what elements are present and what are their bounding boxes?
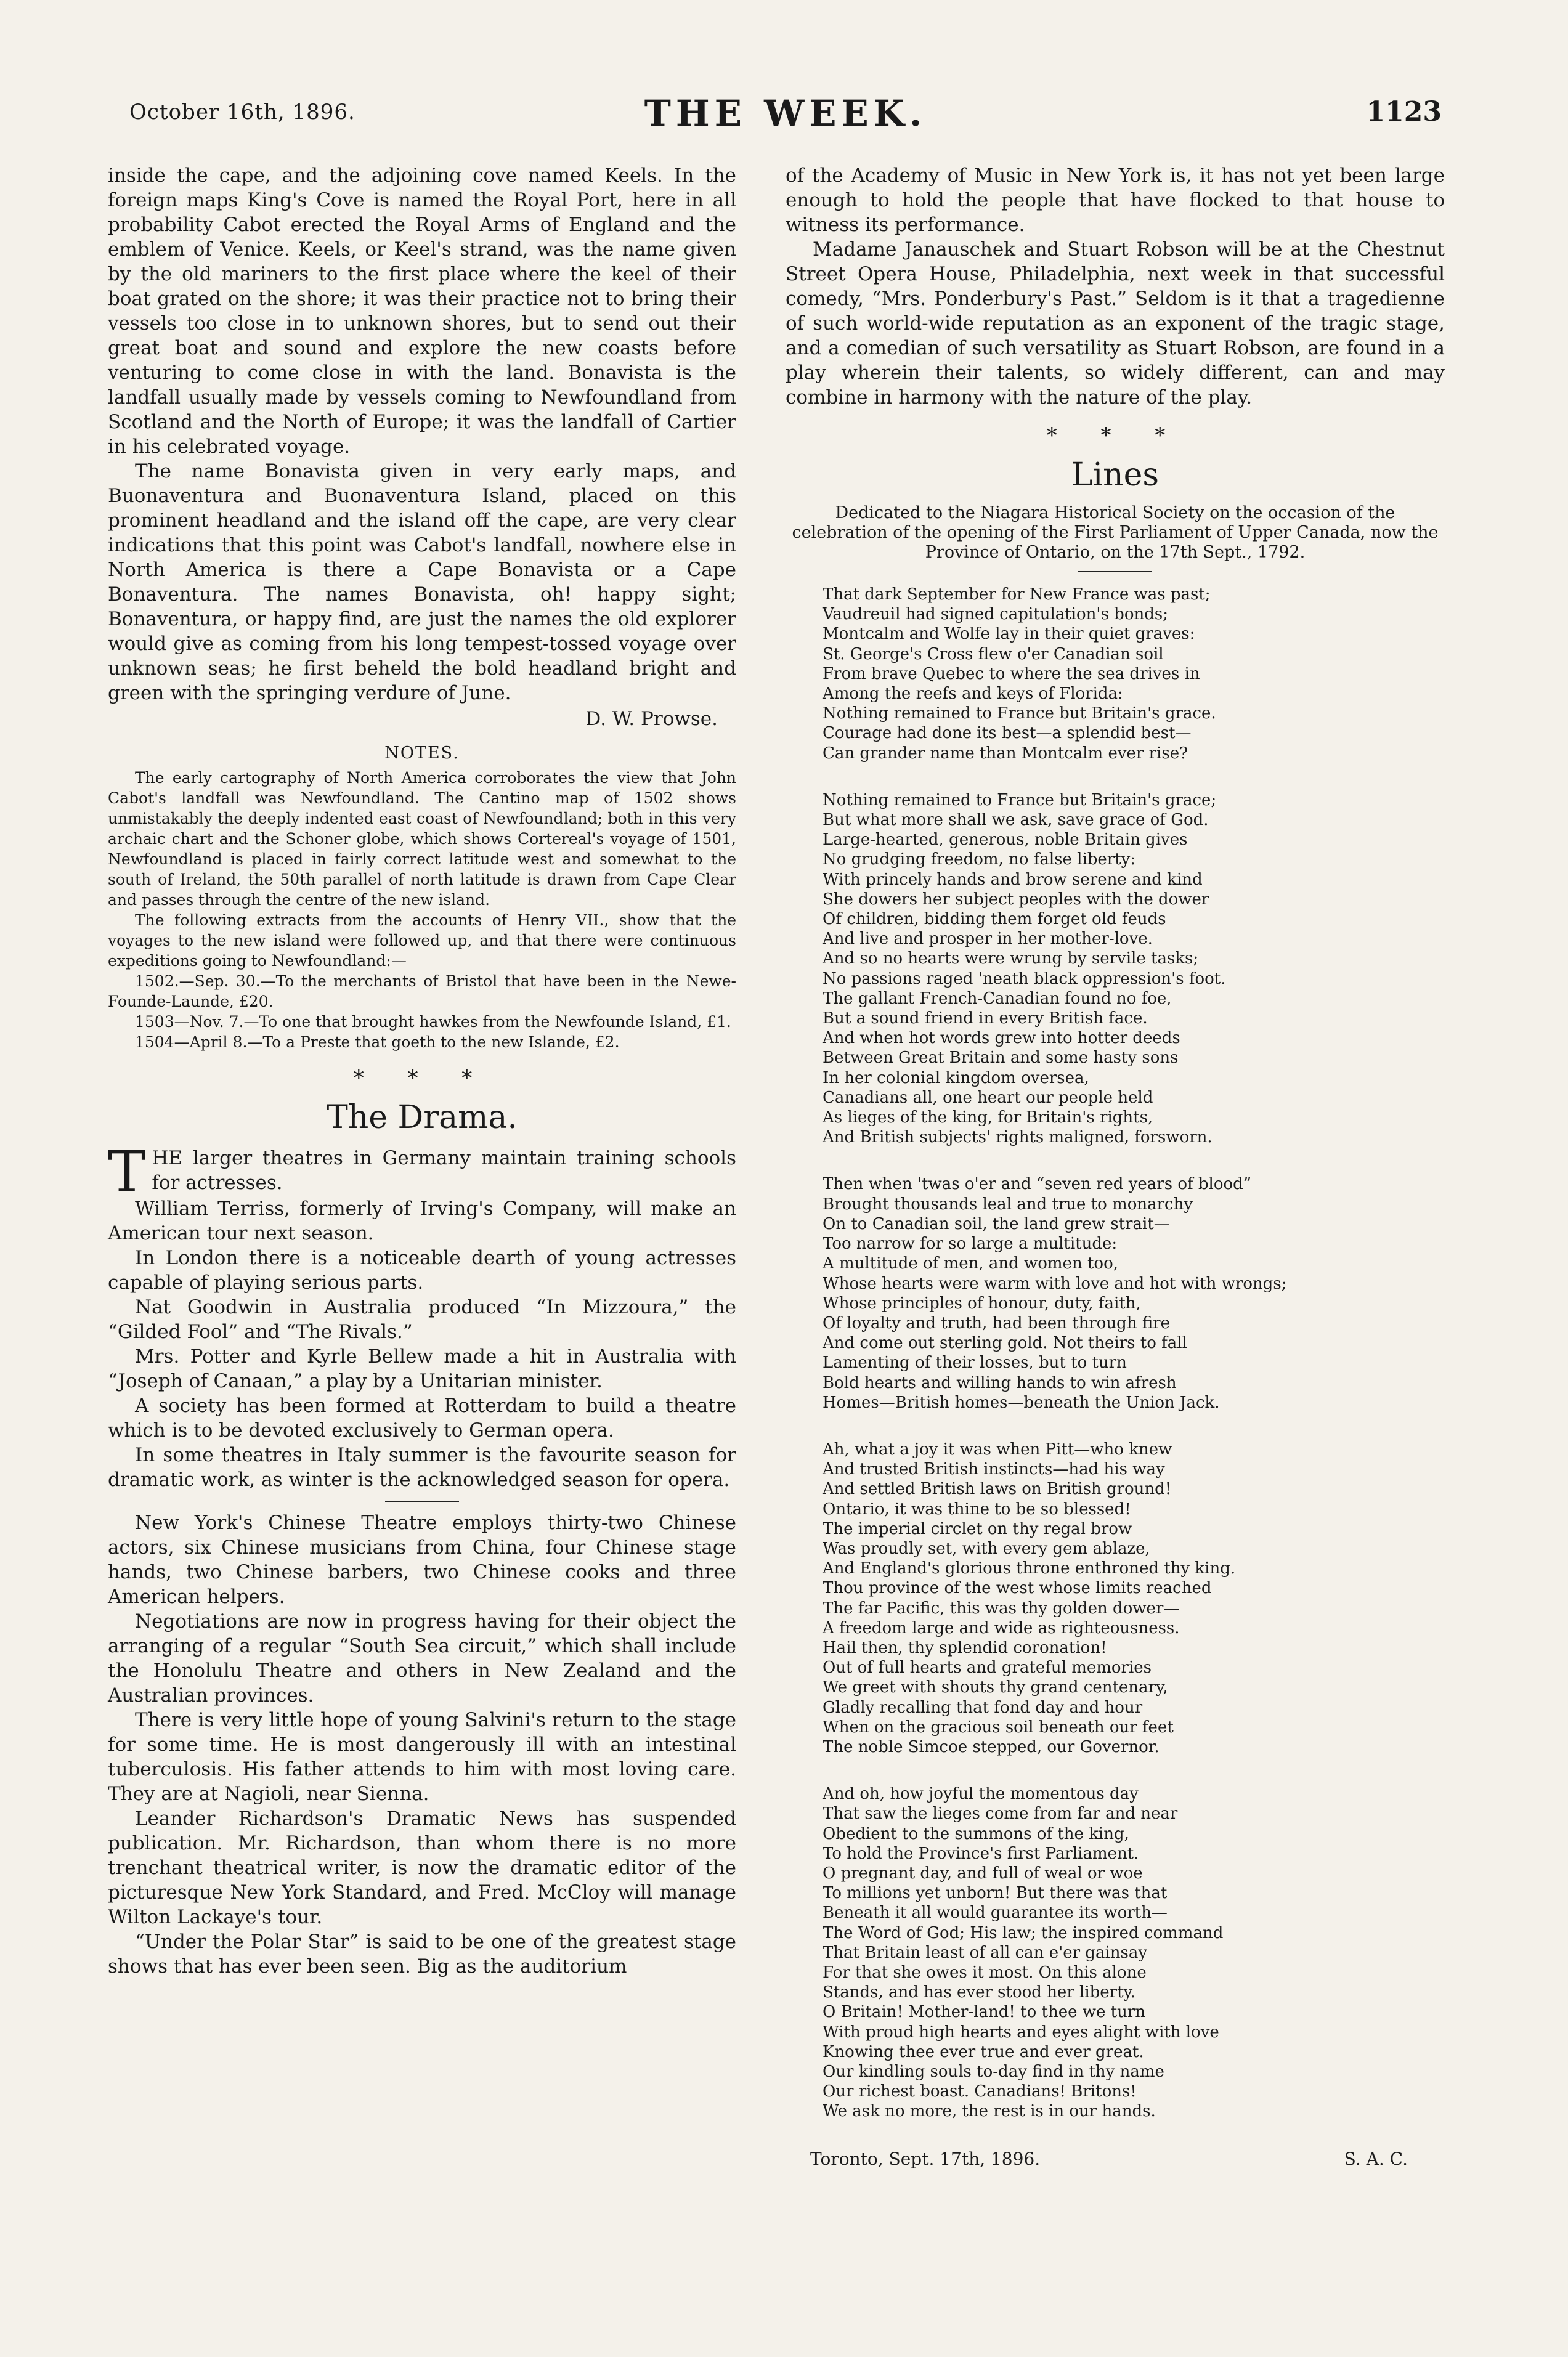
section-divider: * * * <box>353 1066 491 1090</box>
poem-line: A freedom large and wide as righteousness. <box>823 1618 1180 1637</box>
poem-line: We ask no more, the rest is in our hands. <box>823 2102 1156 2121</box>
poem-line: Whose hearts were warm with love and hot with wrongs; <box>823 1274 1287 1293</box>
drop-cap: T <box>108 1139 146 1205</box>
drama-item: In London there is a noticeable dearth of young actresses capable of playing serious parts. <box>108 1247 736 1294</box>
poem-line: That dark September for New France was past; <box>823 585 1211 604</box>
note-paragraph: The following extracts from the accounts of Henry VII., show that the voyages to the new island were followed up, and that there were continuous expeditions going to Newfoundland:— <box>108 911 736 970</box>
poem-line: We greet with shouts thy grand centenary, <box>823 1678 1168 1697</box>
poem-line: To millions yet unborn! But there was that <box>823 1884 1168 1903</box>
poem-line: But what more shall we ask, save grace of God. <box>823 811 1209 830</box>
poem-line: Bold hearts and willing hands to win afresh <box>823 1373 1177 1392</box>
poem-line: That saw the lieges come from far and near <box>823 1804 1178 1824</box>
poem-line: No grudging freedom, no false liberty: <box>823 850 1136 869</box>
poem-line: On to Canadian soil, the land grew strait— <box>823 1214 1170 1233</box>
poem-line: With proud high hearts and eyes alight with love <box>823 2022 1219 2042</box>
drama-item: New York's Chinese Theatre employs thirty-two Chinese actors, six Chinese musicians from China, four Chinese stage hands, two Chinese barbers, two Chinese cooks and three American helpers. <box>108 1512 736 1608</box>
prowse-paragraph: inside the cape, and the adjoining cove named Keels. In the foreign maps King's Cove is named the Royal Port, here in all probability Cabot erected the Royal Arms of England and the emblem of Venice. Keels, or Keel's strand, was the name given by the old mariners to the first place where the keel of their boat grated on the shore; it was their practice not to bring their vessels too close in to unknown shores, but to send out their great boat and sound and explore the new coasts before venturing to come close in with the land. Bonavista is the landfall usually made by vessels coming to Newfoundland from Scotland and the North of Europe; it was the landfall of Cartier in his celebrated voyage. <box>108 164 736 458</box>
poem-stanza <box>823 1440 1445 1757</box>
note-paragraph: The early cartography of North America corroborates the view that John Cabot's landfall was Newfoundland. The Cantino map of 1502 shows unmistakably the deeply indented east coast of Newfoundland; both in this very archaic chart and the Schoner globe, which shows Cortereal's voyage of 1501, Newfoundland is placed in fairly correct latitude west and somewhat to the south of Ireland, the 50th parallel of north latitude is drawn from Cape Clear and passes through the centre of the new island. <box>108 769 736 909</box>
poem-stanza <box>823 790 1445 1148</box>
poem-line: And oh, how joyful the momentous day <box>823 1785 1139 1804</box>
poem-line: And so no hearts were wrung by servile tasks; <box>823 949 1199 968</box>
poem-line: Montcalm and Wolfe lay in their quiet graves: <box>823 625 1195 644</box>
drama-item: In some theatres in Italy summer is the favourite season for dramatic work, as winter is the acknowledged season for opera. <box>108 1444 736 1491</box>
drama-continued: of the Academy of Music in New York is, it has not yet been large enough to hold the people that have flocked to that house to witness its performance. <box>786 164 1445 236</box>
poem-line: O pregnant day, and full of weal or woe <box>823 1864 1143 1883</box>
poem-line: Out of full hearts and grateful memories <box>823 1658 1152 1677</box>
poem-body <box>823 585 1445 2122</box>
right-column <box>786 163 1445 2173</box>
poem-line: Brought thousands leal and true to monarchy <box>823 1195 1193 1214</box>
drama-item: “Under the Polar Star” is said to be one of the greatest stage shows that has ever been seen. Big as the auditorium <box>108 1931 736 1978</box>
poem-line: Too narrow for so large a multitude: <box>823 1235 1118 1254</box>
publication-title: THE WEEK. <box>644 92 927 134</box>
poem-stanza <box>823 585 1445 763</box>
issue-date: October 16th, 1896. <box>129 100 355 124</box>
poem-stanza <box>823 1784 1445 2121</box>
drama-item: Mrs. Potter and Kyrle Bellew made a hit in Australia with “Joseph of Canaan,” a play by a Unitarian minister. <box>108 1345 736 1392</box>
place-date: Toronto, Sept. 17th, 1896. <box>810 2148 1041 2169</box>
poem-line: Our kindling souls to-day find in thy name <box>823 2063 1164 2082</box>
left-column <box>108 163 736 1979</box>
poem-line: Thou province of the west whose limits reached <box>823 1579 1212 1598</box>
poem-line: Nothing remained to France but Britain's grace; <box>823 790 1217 809</box>
poem-line: And British subjects' rights maligned, forsworn. <box>823 1128 1213 1147</box>
note-paragraph: 1504—April 8.—To a Preste that goeth to the new Islande, £2. <box>135 1033 620 1051</box>
poem-footer <box>786 2149 1445 2173</box>
section-divider: * * * <box>1046 423 1184 448</box>
poem-line: O Britain! Mother-land! to thee we turn <box>823 2003 1146 2022</box>
poem-line: And trusted British instincts—had his way <box>823 1460 1165 1479</box>
note-paragraph: 1503—Nov. 7.—To one that brought hawkes from the Newfounde Island, £1. <box>135 1013 731 1031</box>
poem-line: Among the reefs and keys of Florida: <box>823 684 1123 704</box>
drama-item: Negotiations are now in progress having for their object the arranging of a regular “South Sea circuit,” which shall include the Honolulu Theatre and others in New Zealand and the Australian provinces. <box>108 1610 736 1706</box>
poem-line: Whose principles of honour, duty, faith, <box>823 1294 1141 1313</box>
poem-line: A multitude of men, and women too, <box>823 1254 1118 1273</box>
drama-first-text: HE larger theatres in Germany maintain training schools for actresses. <box>152 1147 736 1194</box>
divider-rule <box>1078 571 1152 572</box>
poem-line: But a sound friend in every British face. <box>823 1009 1148 1028</box>
poem-line: That Britain least of all can e'er gainsay <box>823 1943 1148 1962</box>
poem-line: Obedient to the summons of the king, <box>823 1824 1129 1843</box>
drama-item: A society has been formed at Rotterdam to build a theatre which is to be devoted exclusively to German opera. <box>108 1395 736 1442</box>
poem-line: Large-hearted, generous, noble Britain gives <box>823 830 1188 850</box>
poem-line: Vaudreuil had signed capitulation's bonds; <box>823 605 1168 624</box>
prowse-paragraph: The name Bonavista given in very early maps, and Buonaventura and Buonaventura Island, placed on this prominent headland and the island off the cape, are very clear indications that this point was Cabot's landfall, nowhere else in North America is there a Cape Bonavista or a Cape Bonaventura. The names Bonavista, oh! happy sight; Bonaventura, or happy find, are just the names the old explorer would give as coming from his long tempest-tossed voyage over unknown seas; he first beheld the bold headland bright and green with the springing verdure of June. <box>108 460 736 704</box>
poem-line: Knowing thee ever true and ever great. <box>823 2042 1144 2061</box>
poem-line: Beneath it all would guarantee its worth— <box>823 1904 1168 1923</box>
divider-rule <box>385 1501 459 1502</box>
poem-line: The noble Simcoe stepped, our Governor. <box>823 1737 1160 1756</box>
poem-line: Was proudly set, with every gem ablaze, <box>823 1539 1150 1558</box>
poem-line: And England's glorious throne enthroned thy king. <box>823 1559 1236 1578</box>
poem-line: Ontario, it was thine to be so blessed! <box>823 1499 1131 1519</box>
drama-item: Leander Richardson's Dramatic News has suspended publication. Mr. Richardson, than whom there is no more trenchant theatrical writer, is now the dramatic editor of the picturesque New York Standard, and Fred. McCloy will manage Wilton Lackaye's tour. <box>108 1807 736 1928</box>
poem-dedication: Dedicated to the Niagara Historical Society on the occasion of the celebration of the opening of the First Parliament of Upper Canada, now the Province of Ontario, on the 17th Sept., 1792. <box>792 503 1439 562</box>
poem-line: Stands, and has ever stood her liberty. <box>823 1983 1136 2002</box>
poem-line: From brave Quebec to where the sea drives in <box>823 664 1200 683</box>
poem-title: Lines <box>1071 456 1160 493</box>
poem-line: She dowers her subject peoples with the dower <box>823 890 1209 909</box>
poem-line: And when hot words grew into hotter deeds <box>823 1029 1180 1048</box>
drama-item: William Terriss, formerly of Irving's Company, will make an American tour next season. <box>108 1198 736 1244</box>
poem-line: The far Pacific, this was thy golden dower— <box>823 1599 1180 1618</box>
drama-item: There is very little hope of young Salvini's return to the stage for some time. He is most dangerously ill with an intestinal tuberculosis. His father attends to him with most loving care. They are at Nagioli, near Sienna. <box>108 1709 736 1805</box>
poem-line: And come out sterling gold. Not theirs to fall <box>823 1334 1187 1353</box>
notes-heading: NOTES. <box>384 744 460 763</box>
poem-line: To hold the Province's first Parliament. <box>823 1844 1139 1863</box>
note-paragraph: 1502.—Sep. 30.—To the merchants of Bristol that have been in the Newe-Founde-Launde, £20. <box>108 972 736 1010</box>
poem-line: Canadians all, one heart our people held <box>823 1088 1153 1107</box>
poem-line: Gladly recalling that fond day and hour <box>823 1698 1143 1717</box>
poem-stanza <box>823 1174 1445 1412</box>
poem-line: No passions raged 'neath black oppression's foot. <box>823 969 1226 988</box>
poem-line: Courage had done its best—a splendid best— <box>823 724 1192 743</box>
poem-line: Ah, what a joy it was when Pitt—who knew <box>823 1440 1172 1459</box>
poem-line: In her colonial kingdom oversea, <box>823 1068 1089 1087</box>
poem-line: Nothing remained to France but Britain's grace. <box>823 704 1216 723</box>
poem-line: Of children, bidding them forget old feuds <box>823 910 1166 929</box>
drama-item: Nat Goodwin in Australia produced “In Mizzoura,” the “Gilded Fool” and “The Rivals.” <box>108 1296 736 1343</box>
poem-line: The gallant French-Canadian found no foe, <box>823 989 1172 1008</box>
poem-line: The imperial circlet on thy regal brow <box>823 1519 1132 1538</box>
author-initials: S. A. C. <box>1344 2148 1408 2169</box>
poem-line: The Word of God; His law; the inspired command <box>823 1923 1224 1942</box>
poem-line: Then when 'twas o'er and “seven red years of blood” <box>823 1175 1252 1194</box>
page-number: 1123 <box>1366 96 1442 128</box>
author-signature: D. W. Prowse. <box>585 708 718 730</box>
poem-line: Homes—British homes—beneath the Union Jack. <box>823 1393 1220 1412</box>
poem-line: For that she owes it most. On this alone <box>823 1963 1147 1982</box>
poem-line: Between Great Britain and some hasty sons <box>823 1049 1179 1068</box>
poem-line: Hail then, thy splendid coronation! <box>823 1638 1107 1657</box>
drama-section-title: The Drama. <box>327 1099 518 1136</box>
janauschek-paragraph: Madame Janauschek and Stuart Robson will be at the Chestnut Street Opera House, Philadelphia, next week in that successful comedy, “Mrs. Ponderbury's Past.” Seldom is it that a tragedienne of such world-wide reputation as an exponent of the tragic stage, and a comedian of such versatility as Stuart Robson, are found in a play wherein their talents, so widely different, can and may combine in harmony with the nature of the play. <box>786 238 1445 408</box>
drama-first-item <box>108 1139 736 1205</box>
poem-line: Can grander name than Montcalm ever rise? <box>823 744 1188 763</box>
poem-line: St. George's Cross flew o'er Canadian soil <box>823 644 1164 663</box>
poem-line: Of loyalty and truth, had been through fire <box>823 1313 1170 1333</box>
page-header <box>129 92 1442 142</box>
poem-line: Lamenting of their losses, but to turn <box>823 1353 1127 1373</box>
poem-line: And live and prosper in her mother-love. <box>823 930 1153 949</box>
poem-line: Our richest boast. Canadians! Britons! <box>823 2082 1137 2101</box>
poem-line: And settled British laws on British ground! <box>823 1480 1172 1499</box>
poem-line: As lieges of the king, for Britain's rights, <box>823 1108 1153 1127</box>
poem-line: With princely hands and brow serene and kind <box>823 870 1203 889</box>
poem-line: When on the gracious soil beneath our feet <box>823 1718 1174 1737</box>
